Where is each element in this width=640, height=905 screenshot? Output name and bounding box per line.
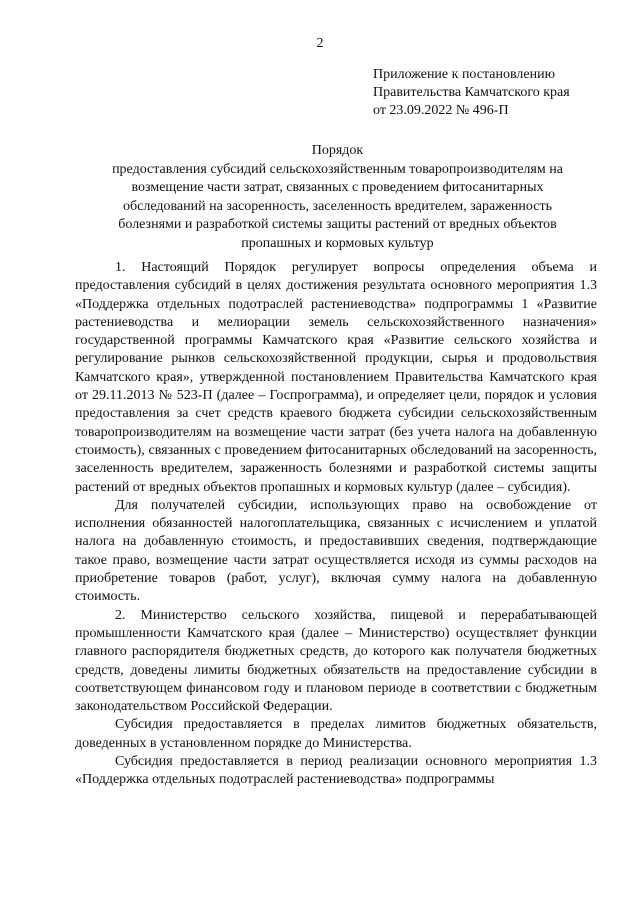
title-line: возмещение части затрат, связанных с проведением фитосанитарных bbox=[131, 180, 544, 195]
document-body bbox=[75, 259, 597, 790]
appendix-line: Приложение к постановлению bbox=[373, 67, 556, 82]
page-number: 2 bbox=[316, 36, 324, 51]
appendix-line: от 23.09.2022 № 496-П bbox=[373, 103, 509, 118]
paragraph-vat-exemption: Для получателей субсидии, использующих право на освобождение от исполнения обязанностей налогоплательщика, связанных с исчислением и уплатой налога на добавленную стоимость, и предоставивших сведения, подтверждающие такое право, возмещение части затрат осуществляется исходя из суммы расходов на приобретение товаров (работ, услуг), включая сумму налога на добавленную стоимость. bbox=[75, 497, 597, 605]
title-line: предоставления субсидий сельскохозяйственным товаропроизводителям на bbox=[112, 161, 563, 177]
appendix-line: Правительства Камчатского края bbox=[373, 85, 570, 100]
paragraph-1: 1. Настоящий Порядок регулирует вопросы определения объема и предоставления субсидий в целях достижения результата основного мероприятия 1.3 «Поддержка отдельных подотраслей растениеводства» подпрограммы 1 «Развитие растениеводства и мелиорации земель сельскохозяйственного назначения» государственной программы Камчатского края «Развитие сельского хозяйства и регулирование рынков сельскохозяйственной продукции, сырья и продовольствия Камчатского края», утвержденной постановлением Правительства Камчатского края от 29.11.2013 № 523-П (далее – Госпрограмма), и определяет цели, порядок и условия предоставления за счет средств краевого бюджета субсидии сельскохозяйственным товаропроизводителям на возмещение части затрат (без учета налога на добавленную стоимость), связанных с проведением фитосанитарных обследований на засоренность, заселенность вредителем, зараженность болезнями и разработкой системы защиты растений от вредных объектов пропашных и кормовых культур (далее – субсидия). bbox=[75, 260, 597, 495]
title-line: болезнями и разработкой системы защиты растений от вредных объектов bbox=[118, 217, 557, 232]
document-title bbox=[84, 142, 591, 253]
paragraph-limits: Субсидия предоставляется в пределах лимитов бюджетных обязательств, доведенных в установленном порядке до Министерства. bbox=[75, 717, 597, 751]
title-line: обследований на засоренность, заселенность вредителем, зараженность bbox=[123, 198, 552, 214]
paragraph-2: 2. Министерство сельского хозяйства, пищевой и перерабатывающей промышленности Камчатского края (далее – Министерство) осуществляет функции главного распорядителя бюджетных средств, до которого как получателя бюджетных средств, доведены лимиты бюджетных обязательств на предоставление субсидии в соответствующем финансовом году и плановом периоде в соответствии с бюджетным законодательством Российской Федерации. bbox=[75, 607, 597, 715]
title-word: Порядок bbox=[311, 143, 364, 158]
title-line: пропашных и кормовых культур bbox=[241, 235, 434, 251]
paragraph-period: Субсидия предоставляется в период реализации основного мероприятия 1.3 «Поддержка отдельных подотраслей растениеводства» подпрограммы bbox=[75, 754, 597, 788]
appendix-block bbox=[373, 66, 570, 120]
